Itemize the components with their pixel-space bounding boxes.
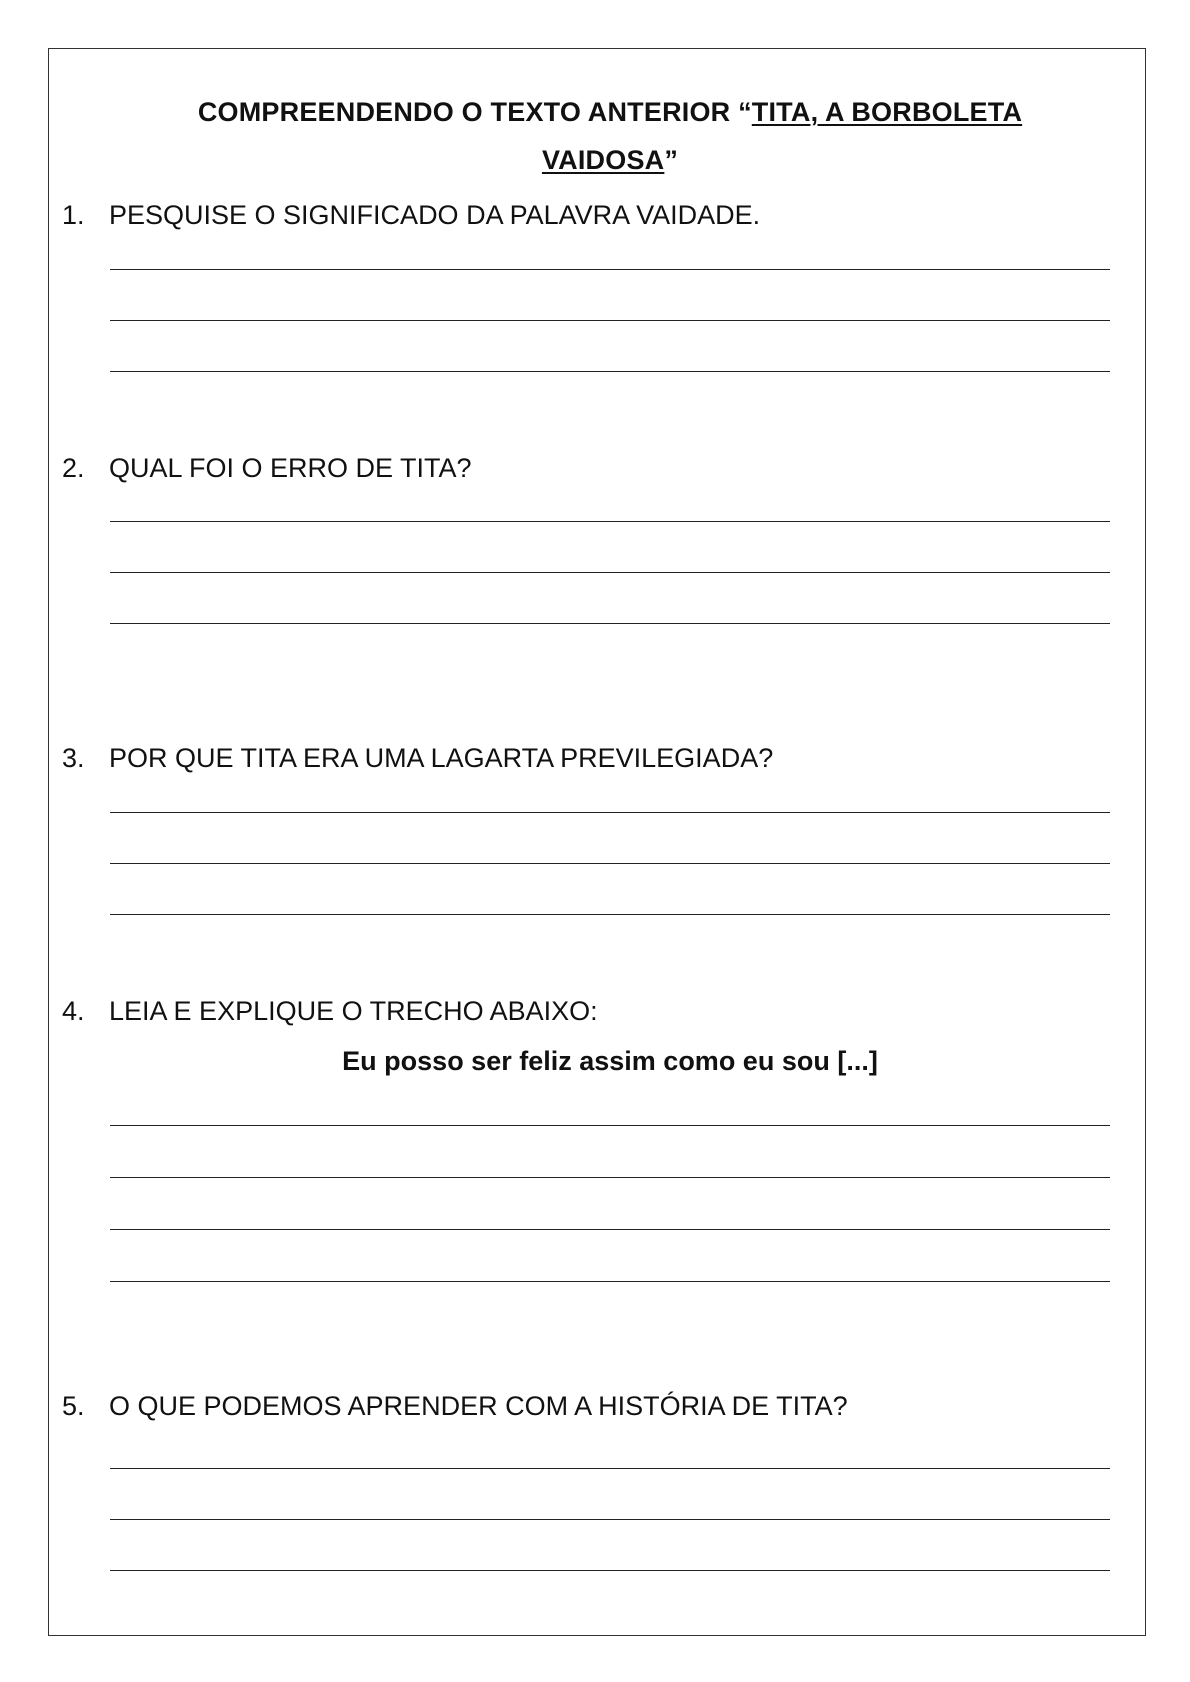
answer-line[interactable] bbox=[110, 1519, 1110, 1520]
answer-line[interactable] bbox=[110, 1468, 1110, 1469]
answer-line[interactable] bbox=[110, 371, 1110, 372]
question-number: 1. bbox=[62, 200, 85, 230]
question-number: 5. bbox=[62, 1391, 85, 1421]
answer-line[interactable] bbox=[110, 1281, 1110, 1282]
answer-line[interactable] bbox=[110, 572, 1110, 573]
question-number: 3. bbox=[62, 743, 85, 773]
question-number: 4. bbox=[62, 996, 85, 1026]
question-2 bbox=[62, 451, 472, 485]
answer-line[interactable] bbox=[110, 812, 1110, 813]
answer-line[interactable] bbox=[110, 521, 1110, 522]
question-5 bbox=[62, 1389, 848, 1423]
title-prefix: COMPREENDENDO O TEXTO ANTERIOR “ bbox=[197, 97, 752, 127]
question-text: LEIA E EXPLIQUE O TRECHO ABAIXO: bbox=[109, 996, 598, 1026]
answer-line[interactable] bbox=[110, 623, 1110, 624]
worksheet-title-line-1 bbox=[120, 92, 1100, 132]
answer-line[interactable] bbox=[110, 320, 1110, 321]
title-story-name-end: VAIDOSA bbox=[541, 145, 665, 175]
answer-line[interactable] bbox=[110, 1177, 1110, 1178]
title-suffix: ” bbox=[664, 145, 679, 175]
answer-line[interactable] bbox=[110, 1229, 1110, 1230]
answer-line[interactable] bbox=[110, 269, 1110, 270]
question-text: POR QUE TITA ERA UMA LAGARTA PREVILEGIADA? bbox=[109, 743, 774, 773]
question-1 bbox=[62, 198, 760, 232]
title-story-name: TITA, A BORBOLETA bbox=[751, 97, 1023, 127]
answer-line[interactable] bbox=[110, 914, 1110, 915]
question-3 bbox=[62, 741, 773, 775]
question-text: O QUE PODEMOS APRENDER COM A HISTÓRIA DE TITA? bbox=[109, 1391, 848, 1421]
question-number: 2. bbox=[62, 453, 85, 483]
answer-line[interactable] bbox=[110, 1570, 1110, 1571]
quoted-excerpt: Eu posso ser feliz assim como eu sou [...] bbox=[342, 1046, 878, 1076]
answer-line[interactable] bbox=[110, 1125, 1110, 1126]
worksheet-title-line-2 bbox=[120, 140, 1100, 180]
question-text: QUAL FOI O ERRO DE TITA? bbox=[109, 453, 472, 483]
answer-line[interactable] bbox=[110, 863, 1110, 864]
question-4 bbox=[62, 994, 598, 1028]
question-text: PESQUISE O SIGNIFICADO DA PALAVRA VAIDADE. bbox=[109, 200, 761, 230]
